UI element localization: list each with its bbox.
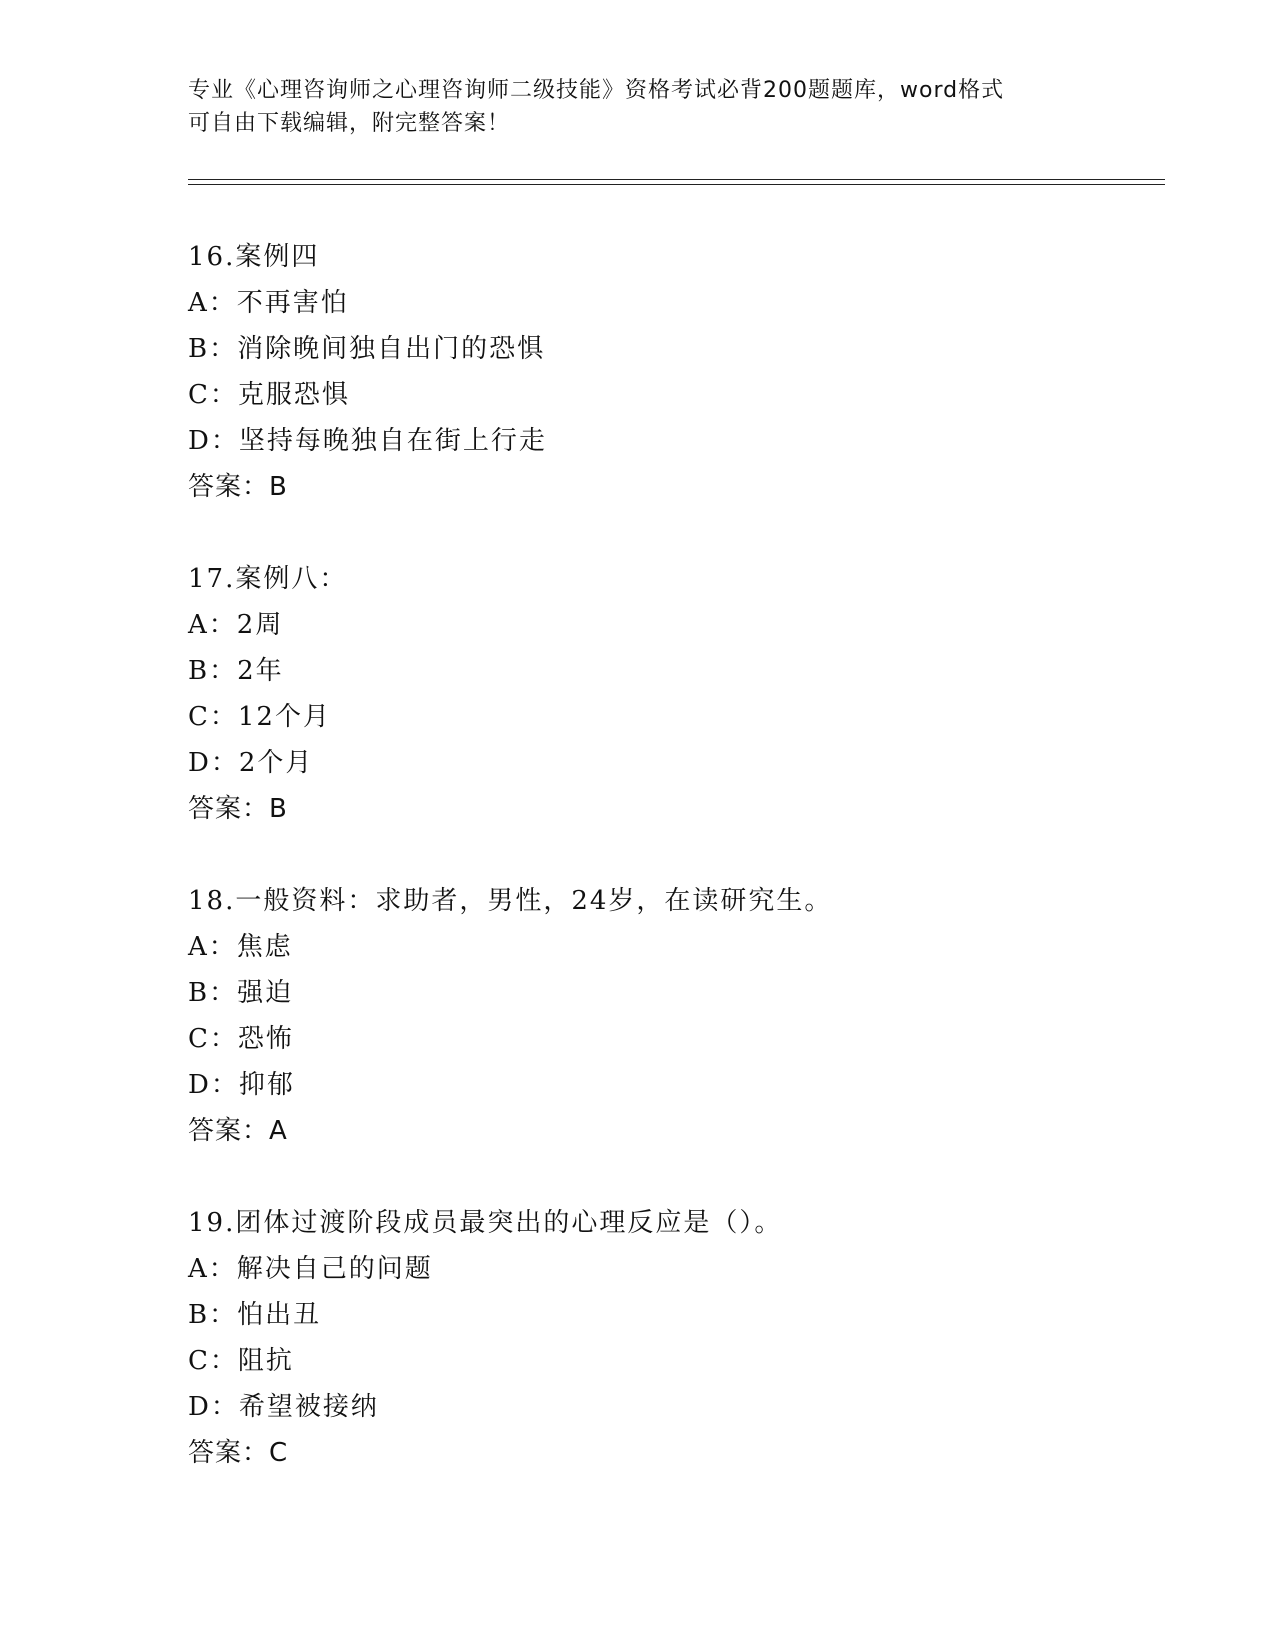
option-a: A：焦虑	[188, 932, 293, 962]
answer-line: 答案：A	[188, 1116, 288, 1146]
document-header	[188, 74, 1088, 140]
option-c: C：克服恐惧	[188, 380, 350, 410]
header-divider-bottom	[188, 184, 1165, 185]
header-divider-top	[188, 179, 1165, 180]
answer-line: 答案：B	[188, 794, 288, 824]
question-18	[188, 878, 1168, 1154]
option-d: D：抑郁	[188, 1070, 295, 1100]
option-b: B：消除晚间独自出门的恐惧	[188, 334, 546, 364]
question-stem: 18.一般资料：求助者，男性，24岁，在读研究生。	[188, 886, 833, 916]
option-d: D：希望被接纳	[188, 1392, 379, 1422]
option-d: D：坚持每晚独自在街上行走	[188, 426, 547, 456]
option-d: D：2个月	[188, 748, 314, 778]
option-a: A：解决自己的问题	[188, 1254, 433, 1284]
question-stem: 17.案例八：	[188, 564, 348, 594]
header-line-2: 可自由下载编辑，附完整答案！	[188, 111, 511, 136]
option-a: A：不再害怕	[188, 288, 349, 318]
answer-line: 答案：B	[188, 472, 288, 502]
question-19	[188, 1200, 1168, 1476]
question-stem: 16.案例四	[188, 242, 320, 272]
option-c: C：12个月	[188, 702, 331, 732]
answer-line: 答案：C	[188, 1438, 289, 1468]
question-stem: 19.团体过渡阶段成员最突出的心理反应是（）。	[188, 1208, 783, 1238]
option-c: C：恐怖	[188, 1024, 294, 1054]
option-b: B：怕出丑	[188, 1300, 322, 1330]
option-b: B：强迫	[188, 978, 294, 1008]
header-line-1: 专业《心理咨询师之心理咨询师二级技能》资格考试必背200题题库，word格式	[188, 78, 1005, 103]
option-c: C：阻抗	[188, 1346, 294, 1376]
option-b: B：2年	[188, 656, 284, 686]
question-17	[188, 556, 1168, 832]
question-16	[188, 234, 1168, 510]
option-a: A：2周	[188, 610, 284, 640]
